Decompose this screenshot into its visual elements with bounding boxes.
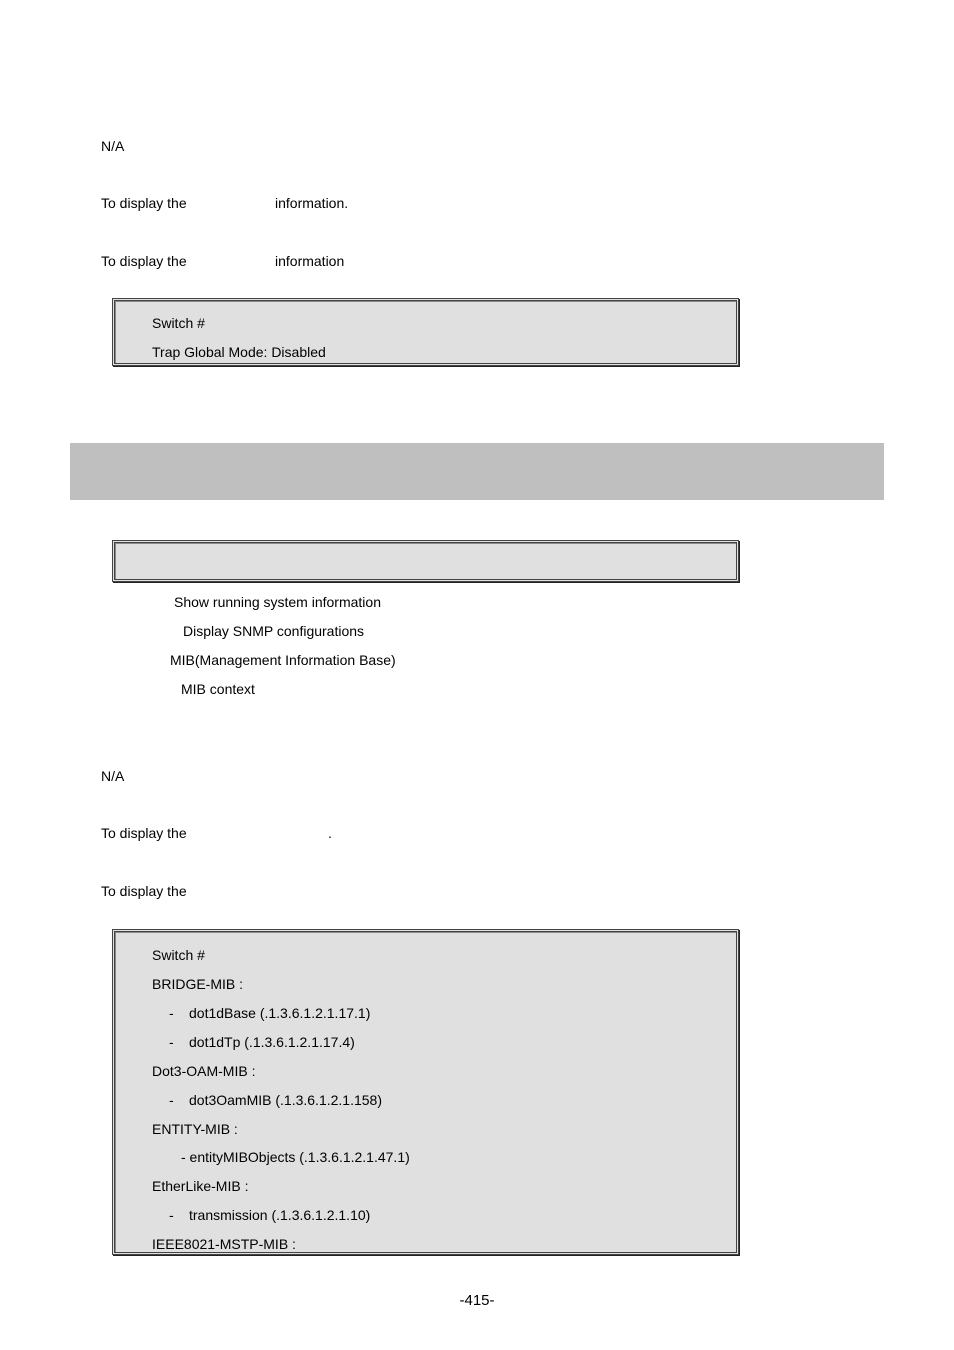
param-description: Display SNMP configurations [183,623,365,639]
usage-line-prefix: To display the [101,825,187,841]
bullet-dash: - [169,1034,174,1050]
example-intro-prefix: To display the [101,883,187,899]
example-code-box [112,929,739,1255]
usage-line-prefix: To display the [101,195,187,211]
cli-output-line: Trap Global Mode: Disabled [152,344,326,360]
default-value: N/A [101,768,125,784]
mib-group: Dot3-OAM-MIB : [152,1063,256,1079]
param-description: MIB context [181,681,255,697]
bullet-dash: - [169,1092,174,1108]
command-heading-band [70,443,884,500]
mib-group: ENTITY-MIB : [152,1121,238,1137]
example-intro-prefix: To display the [101,253,187,269]
param-description: MIB(Management Information Base) [170,652,396,668]
param-description: Show running system information [174,594,381,610]
mib-group: IEEE8021-MSTP-MIB : [152,1236,296,1252]
cli-prompt: Switch # [152,315,205,331]
default-value: N/A [101,138,125,154]
mib-group: BRIDGE-MIB : [152,976,244,992]
mib-object: dot1dBase (.1.3.6.1.2.1.17.1) [189,1005,371,1021]
cli-prompt: Switch # [152,947,205,963]
command-syntax-box [112,540,739,582]
usage-line-suffix: information. [275,195,349,211]
usage-line-suffix: . [328,825,332,841]
page-number: -415- [459,1292,495,1309]
mib-object: transmission (.1.3.6.1.2.1.10) [189,1207,371,1223]
example-intro-suffix: information [275,253,345,269]
bullet-dash: - [169,1207,174,1223]
mib-object: dot1dTp (.1.3.6.1.2.1.17.4) [189,1034,355,1050]
mib-object: dot3OamMIB (.1.3.6.1.2.1.158) [189,1092,382,1108]
mib-object: - entityMIBObjects (.1.3.6.1.2.1.47.1) [181,1149,410,1165]
bullet-dash: - [169,1005,174,1021]
example-code-box [112,298,739,366]
mib-group: EtherLike-MIB : [152,1178,249,1194]
